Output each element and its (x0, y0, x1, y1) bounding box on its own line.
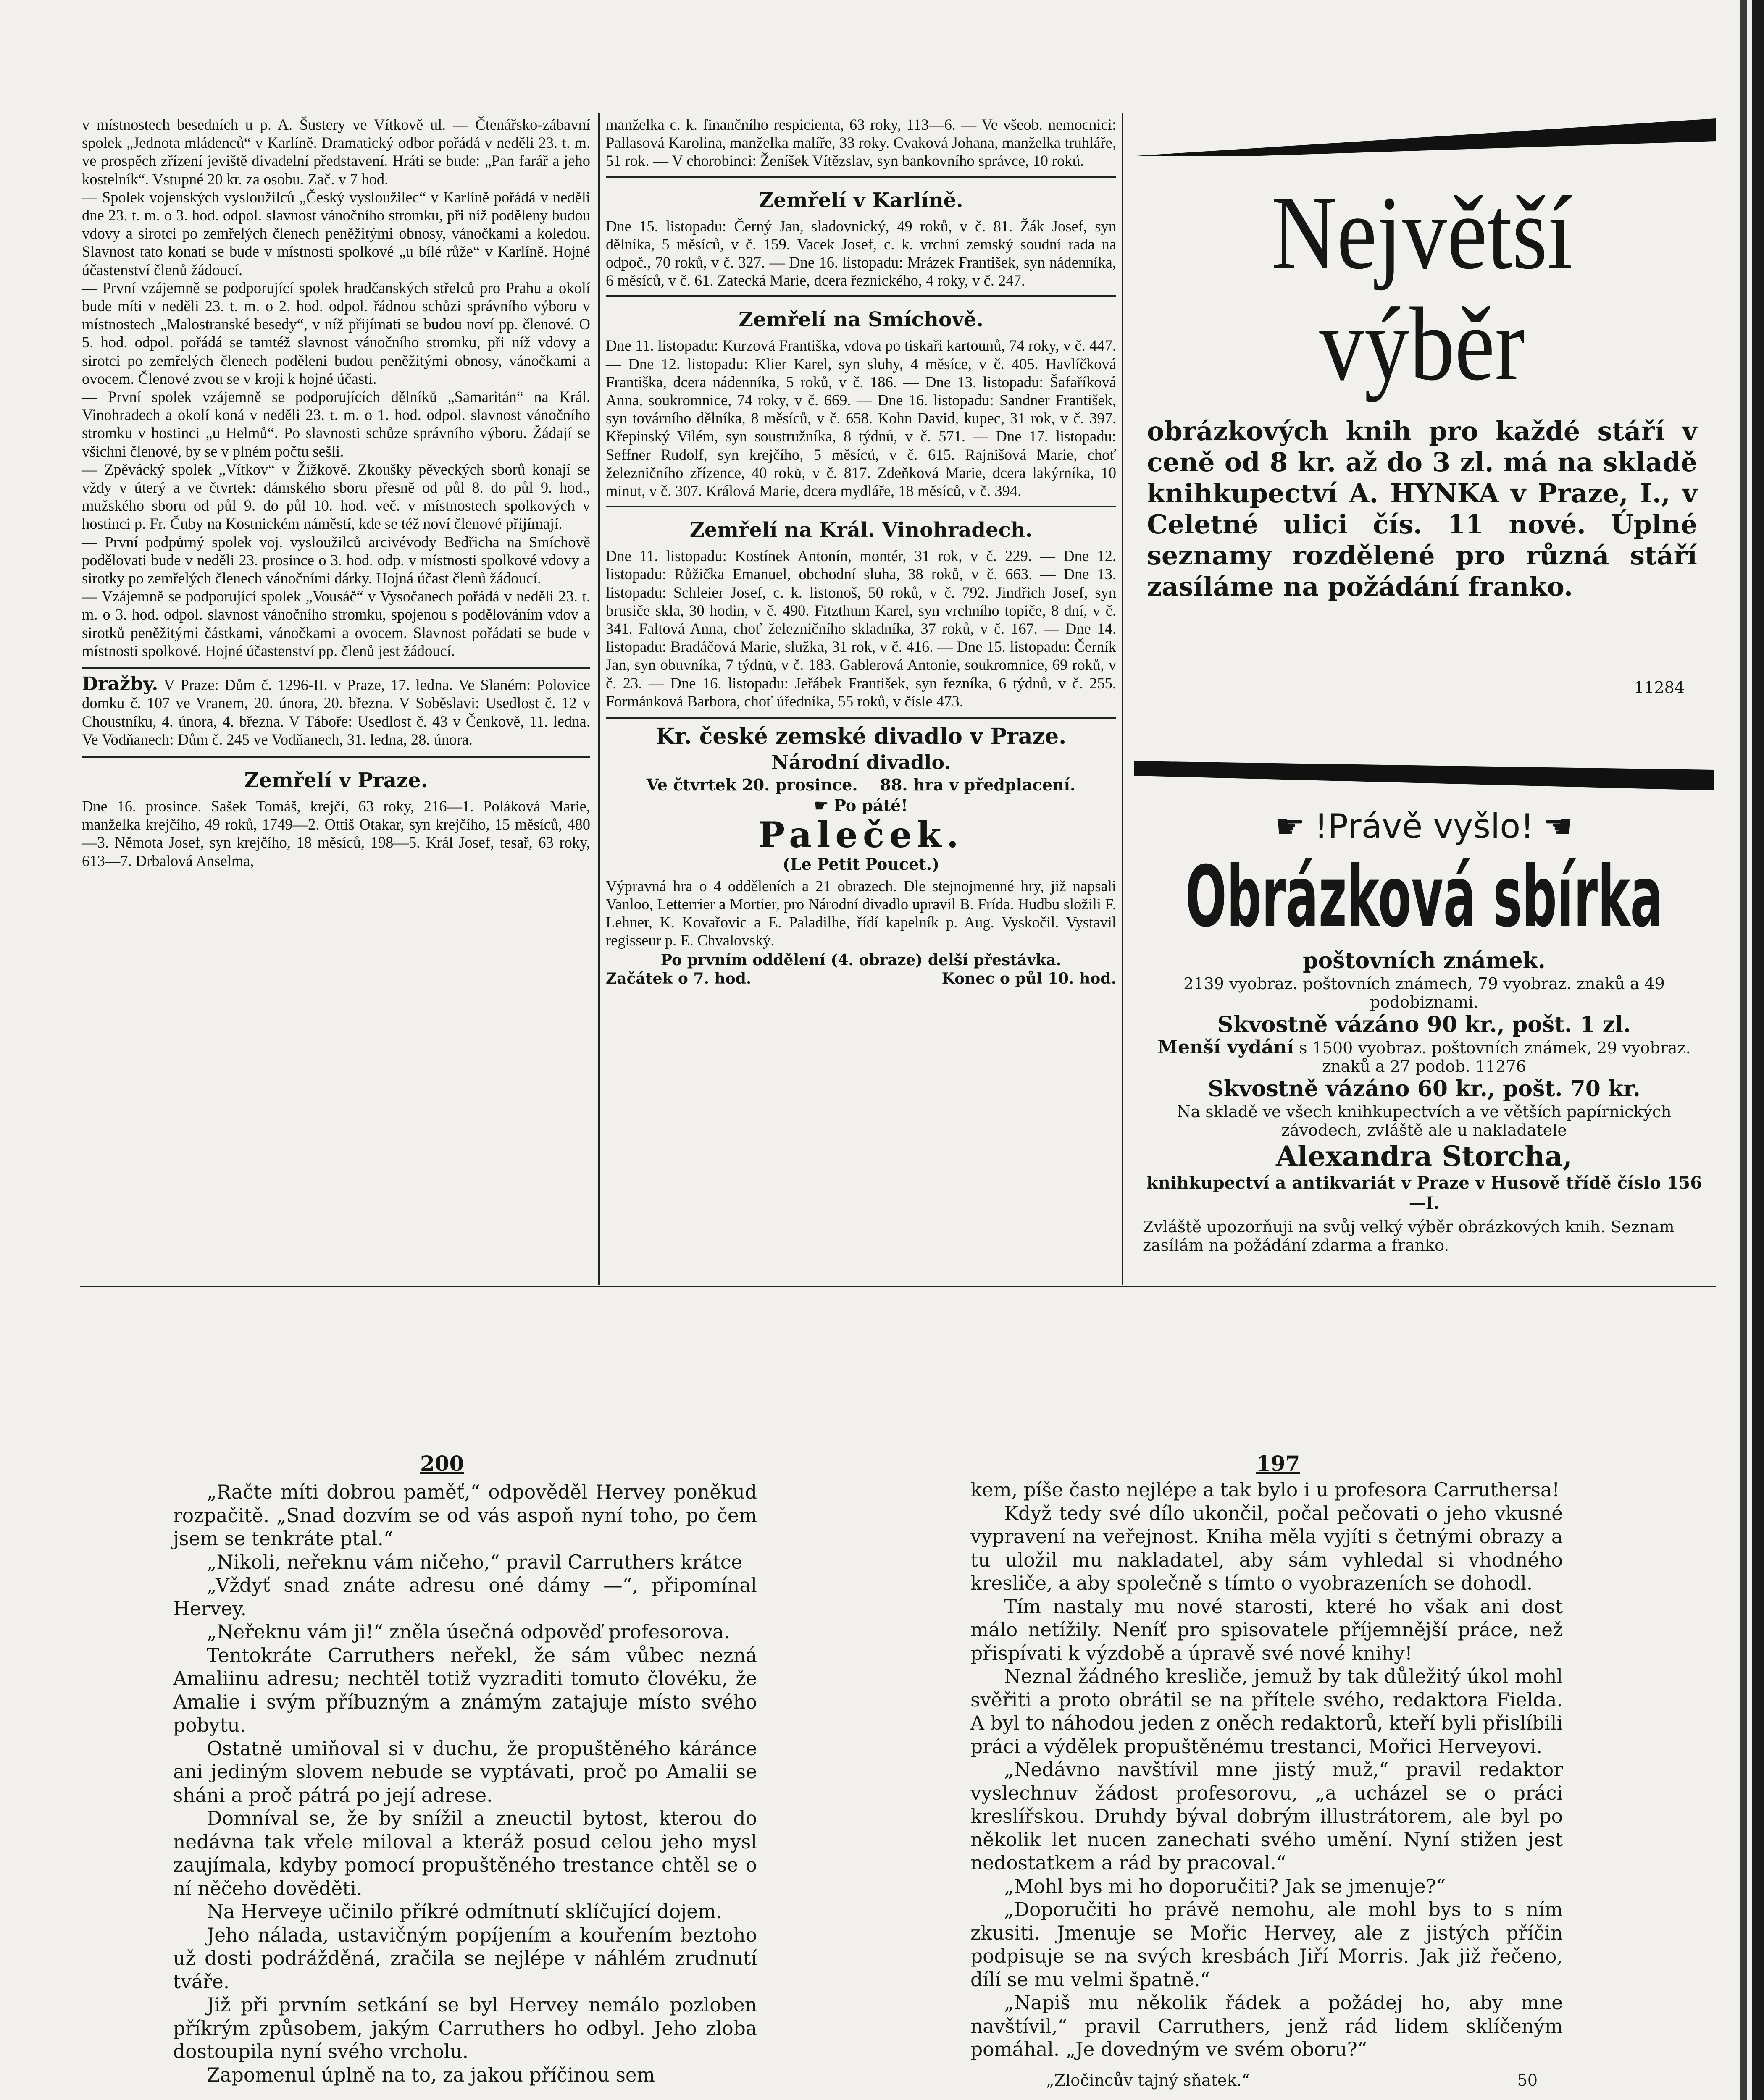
serial-paragraph: „Nedávno navštívil mne jistý muž,“ pravil redaktor vyslechnuv žádost profesorovu, „a ucházel se o práci kreslířskou. Druhdy býval dobrým illustrátorem, ale byl po několik let nucen zanechati svého umění. Nyní stižen jest nedostatkem a rád by pracoval.“ (970, 1759, 1563, 1874)
serial-paragraph: „Mohl bys mi ho doporučiti? Jak se jmenuje?“ (1004, 1875, 1446, 1898)
advert-stamp-album (1134, 806, 1714, 1294)
section-divider (606, 176, 1116, 178)
deaths-prague-text: Dne 16. prosince. Sašek Tomáš, krejčí, 63 roky, 216—1. Poláková Marie, manželka krejčího, 49 roků, 1749—2. Ottiš Otakar, syn krejčího, 15 měsíců, 480—3. Němota Josef, syn krejčího, 18 měsíců, 198—5. Král Josef, tesař, 63 roky, 613—7. Drbalová Anselma, (82, 797, 590, 869)
advert-line-3: Na skladě ve všech knihkupectvích a ve větších papírnických závodech, zvláště ale u nakladatele (1177, 1102, 1672, 1139)
pointing-hand-icon: ☛ (814, 796, 829, 815)
serial-paragraph: „Napiš mu několik řádek a požádej ho, aby mne navštívil,“ pravil Carruthers, jenž rád lidem sklíčeným pomáhal. „Je dovedným ve svém oboru?“ (970, 1992, 1563, 2061)
serial-footer-title: „Zločincův tajný sňatek.“ (1046, 2071, 1250, 2090)
deaths-karlin-text: Dne 15. listopadu: Černý Jan, sladovnický, 49 roků, v č. 81. Žák Josef, syn dělníka, 5 měsíců, v č. 159. Vacek Josef, c. k. vrchní zemský soudní rada na odpoč., 70 roků, v č. 327. — Dne 16. listopadu: Mrázek František, syn nádenníka, 6 měsíců, v č. 61. Zatecká Marie, dcera řeznického, 4 roky, v č. 247. (606, 217, 1116, 289)
notice-paragraph: — První vzájemně se podporující spolek hradčanských střelců pro Prahu a okolí bude míti v neděli 23. t. m. o 2. hod. odpol. řádnou schůzi správního výboru v místnostech „Malostranské besedy“, v níž přijímati se budou noví pp. členové. O 5. hod. odpol. pořádá se tamtéž slavnost vánočního stromku, při níž vdovy a sirotci po zemřelých členech poděleni budou peněžitými obnosy, vánočkami a ovocem. Členové zvou se v kroji k hojné účasti. (82, 279, 590, 387)
page-edge (1752, 0, 1764, 2100)
theatre-times (606, 969, 1116, 988)
theatre-play-original: (Le Petit Poucet.) (782, 855, 940, 874)
section-divider (82, 756, 590, 758)
advert-headline-1: Největší (1271, 175, 1573, 291)
section-divider (82, 667, 590, 669)
column-divider (1122, 113, 1123, 1285)
advert-publisher: Alexandra Storcha, (1276, 1140, 1572, 1173)
theatre-intermission: Po prvním oddělení (4. obraze) delší přestávka. (660, 951, 1062, 969)
advert-line-1: 2139 vyobraz. poštovních známech, 79 vyobraz. znaků a 49 podobiznami. (1183, 974, 1665, 1011)
right-page-number: 197 (1256, 1451, 1300, 1476)
theatre-date-line: Ve čtvrtek 20. prosince. 88. hra v předplacení. (646, 775, 1076, 795)
ad-border-bottom (1134, 761, 1714, 790)
top-section-bottom-rule (80, 1286, 1716, 1287)
theatre-start: Začátek o 7. hod. (606, 970, 752, 988)
serial-footer-number: 50 (1517, 2071, 1538, 2090)
column-2 (606, 116, 1116, 988)
advert-line-2-text: s 1500 vyobraz. poštovních známek, 29 vyobraz. znaků a 27 podob. (1299, 1039, 1691, 1076)
advert-price-1: Skvostně vázáno 90 kr., pošt. 1 zl. (1217, 1012, 1631, 1037)
auctions-paragraph (82, 675, 590, 748)
notice-paragraph: — První spolek vzájemně se podporujících dělníků „Samaritán“ na Král. Vinohradech a okolí koná v neděli 23. t. m. o 1. hod. odpol. slavnost vánočního stromku v hostinci „u Helmů“. Po slavnosti schůze správního výboru. Žádají se všichni členové, by se v plném počtu sešli. (82, 388, 590, 460)
serial-paragraph: „Doporučiti ho právě nemohu, ale mohl bys to s ním zkusiti. Jmenuje se Mořic Hervey, ale z jistých příčin podpisuje se na svých kresbách Jiří Morris. Jak již řečeno, dílí se mu velmi špatně.“ (970, 1898, 1563, 1991)
serial-paragraph: Neznal žádného kresliče, jemuž by tak důležitý úkol mohl svěřiti a proto obrátil se na přítele svého, redaktora Fielda. A byl to náhodou jeden z oněch redaktorů, kteří byli přislíbili práci a výdělek propuštěnému trestanci, Mořici Herveyovi. (970, 1665, 1563, 1758)
theatre-title: Kr. české zemské divadlo v Praze. (655, 724, 1067, 750)
serial-paragraph: Když tedy své dílo ukončil, počal pečovati o jeho vkusné vypravení na veřejnost. Kniha měla vyjíti s četnými obrazy a tu uložil mu nakladatel, aby sám vyhledal si vhodného kresliče, a aby společně s tímto o vyobrazeních se dohodl. (970, 1502, 1563, 1594)
advert-headline-2: výběr (1319, 286, 1525, 402)
serial-paragraph: „Vždyť snad znáte adresu oné dámy —“, připomínal Hervey. (173, 1574, 757, 1620)
deaths-vinohrady-text: Dne 11. listopadu: Kostínek Antonín, montér, 31 rok, v č. 229. — Dne 12. listopadu: Růžička Emanuel, obchodní sluha, 38 roků, v č. 663. — Dne 13. listopadu: Schleier Josef, c. k. listonoš, 50 roků, v č. 792. Jindřich Josef, syn brusiče skla, 30 hodin, v č. 490. Fitzthum Karel, syn vrchního topiče, 8 dní, v č. 341. Faltová Anna, choť železničního skladníka, 37 roků, v č. 167. — Dne 14. listopadu: Bradáčová Marie, služka, 31 rok, v č. 416. — Dne 15. listopadu: Černík Jan, syn obuvníka, 7 týdnů, v č. 183. Gablerová Antonie, soukromnice, 69 roků, v č. 23. — Dne 16. listopadu: Jeřábek František, syn řezníka, 6 týdnů, v č. 255. Formánková Barbora, choť úředníka, 55 roků, v čísle 473. (606, 547, 1116, 710)
serial-paragraph: Jeho nálada, ustavičným popíjením a kouřením beztoho už dosti podrážděná, zračila se nejlépe v náhlém zrudnutí tváře. (173, 1924, 757, 1993)
serial-right-column (970, 1478, 1563, 2092)
theatre-play-title: Paleček. (758, 814, 964, 856)
advert-number: 11284 (1634, 678, 1685, 697)
advert-body: obrázkových knih pro každé stáří v ceně od 8 kr. až do 3 zl. má na skladě knihkupectví A. HYNKA v Praze, I., v Celetné ulici čís. 11 nové. Úplné seznamy rozdělené pro různá stáří zasíláme na požádání franko. (1147, 416, 1697, 602)
pointing-hand-icon: ☛ (1543, 807, 1573, 846)
notice-paragraph: — Spolek vojenských vysloužilců „Český vysloužilec“ v Karlíně pořádá v neděli dne 23. t. m. o 3. hod. odpol. slavnost vánočního stromku, při níž poděleny budou vdovy a sirotci po zemřelých členech peněžitými obnosy, vánočkami a koledou. Slavnost tato konati se bude v místnosti spolkové „u bílé růže“ v Karlíně. Hojné účastenství členů žádoucí. (82, 188, 590, 278)
serial-paragraph: Ostatně umiňoval si v duchu, že propuštěného káránce ani jediným slovem nebude se vyptávati, proč po Amalii se sháni a proč pátrá po její adrese. (173, 1737, 757, 1806)
serial-paragraph: „Neřeknu vám ji!“ zněla úsečná odpověď profesorova. (207, 1621, 730, 1643)
serial-footer (970, 2069, 1563, 2092)
deaths-smichov-text: Dne 11. listopadu: Kurzová Františka, vdova po tiskaři kartounů, 74 roky, v č. 447. — Dne 12. listopadu: Klier Karel, syn sluhy, 4 měsíce, v č. 405. Havlíčková Františka, dcera nádenníka, 5 roků, v č. 186. — Dne 13. listopadu: Šafaříková Anna, soukromnice, 74 roky, v č. 669. — Dne 16. listopadu: Sandner František, syn továrního dělníka, 8 měsíců, v č. 658. Kohn David, kupec, 31 rok, v č. 397. Křepinský Vilém, syn soustružníka, 8 týdnů, v č. 571. — Dne 17. listopadu: Seffner Rudolf, syn krejčího, 5 měsíců, v č. 615. Rajnišová Marie, choť železničního zřízence, 40 roků, v č. 817. Zdeňková Marie, dcera lakýrníka, 10 minut, v č. 307. Králová Marie, dcera mydláře, 18 měsíců, v č. 394. (606, 337, 1116, 500)
section-divider (606, 295, 1116, 297)
serial-paragraph: kem, píše často nejlépe a tak bylo i u profesora Carruthersa! (970, 1479, 1560, 1501)
deaths-continued-text: manželka c. k. finančního respicienta, 63 roky, 113—6. — Ve všeob. nemocnici: Pallasová Karolina, manželka malíře, 33 roky. Cvaková Johana, manželka truhláře, 51 rok. — V chorobinci: Ženíšek Vítězslav, syn bankovního správce, 10 roků. (606, 116, 1116, 170)
left-page-number: 200 (420, 1451, 464, 1476)
notice-paragraph: — První podpůrný spolek voj. vysloužilců arcivévody Bedřicha na Smíchově podělovati bude v neděli 23. prosince o 3. hod. odp. v místnosti spolkové vdovy a sirotky po zemřelých členech vánočními dárky. Hojná účast členů žádoucí. (82, 533, 590, 587)
column-1 (82, 116, 590, 870)
advert-stamp-number: 11276 (1475, 1057, 1526, 1076)
advert-title: Obrázková sbírka (1185, 848, 1663, 946)
advert-announce-row (1134, 806, 1714, 847)
theatre-description: Výpravná hra o 4 odděleních a 21 obrazech. Dle stejnojmenné hry, již napsali Vanloo, Letterrier a Mortier, pro Národní divadlo upravil B. Frída. Hudbu složili F. Lehner, K. Kovařovic a E. Paladilhe, řídí kapelník p. Aug. Vyskočil. Vystavil regisseur p. E. Chvalovský. (606, 877, 1116, 949)
serial-paragraph: Tím nastaly mu nové starosti, které ho však ani dost málo netížily. Neníť pro spisovatele příjemnější práce, než přispívati k výzdobě a úpravě své nové knihy! (970, 1595, 1563, 1664)
deaths-smichov-heading: Zemřelí na Smíchově. (738, 308, 984, 332)
serial-paragraph: Zapomenul úplně na to, za jakou příčinou sem (207, 2063, 655, 2086)
deaths-prague-heading: Zemřelí v Praze. (244, 768, 428, 792)
theatre-notice (606, 723, 1116, 988)
column-divider (598, 113, 600, 1285)
serial-paragraph: Již při prvním setkání se byl Hervey nemálo pozloben příkrým způsobem, jakým Carruthers ho odbyl. Jeho zloba dostoupila nyní svého vrcholu. (173, 1994, 757, 2063)
serial-left-column (173, 1480, 757, 2087)
notice-paragraph: v místnostech besedních u p. A. Šustery ve Vítkově ul. — Čtenářsko-zábavní spolek „Jednota mládenců“ v Karlíně. Dramatický odbor pořádá v neděli 23. t. m. ve prospěch zřízení jeviště divadelní představení. Hráti se bude: „Pan farář a jeho kostelník“. Vstupné 20 kr. za osobu. Zač. v 7 hod. (82, 116, 590, 188)
serial-paragraph: „Nikoli, neřeknu vám ničeho,“ pravil Carruthers krátce (207, 1551, 743, 1573)
deaths-vinohrady-heading: Zemřelí na Král. Vinohradech. (689, 518, 1033, 542)
section-divider (606, 506, 1116, 507)
advert-line-2-bold: Menší vydání (1157, 1037, 1294, 1058)
advert-line-2 (1134, 1038, 1714, 1076)
ad-border-top (1130, 118, 1716, 156)
advert-price-2: Skvostně vázáno 60 kr., pošt. 70 kr. (1208, 1076, 1640, 1102)
serial-paragraph: „Račte míti dobrou paměť,“ odpověděl Hervey poněkud rozpačitě. „Snad dozvím se od vás aspoň nyní toho, po čem jsem se tenkráte ptal.“ (173, 1481, 757, 1550)
theatre-repeat (606, 795, 1116, 816)
notice-paragraph: — Vzájemně se podporující spolek „Vousáč“ v Vysočanech pořádá v neděli 23. t. m. o 3. hod. odpol. slavnost vánočního stromku, spojenou s podělováním vdov a sirotků peněžitými částkami, vánočkami a ovocem. Slavnost pořádati se bude v místnosti spolkové. Hojné účastenství pp. členů jest žádoucí. (82, 588, 590, 659)
section-divider (606, 717, 1116, 719)
serial-paragraph: Na Herveye učinilo příkré odmítnutí sklíčující dojem. (207, 1900, 722, 1923)
advert-announce: !Právě vyšlo! (1314, 807, 1534, 846)
advert-address: knihkupectví a antikvariát v Praze v Husově třídě číslo 156—I. (1146, 1173, 1702, 1213)
notice-paragraph: — Zpěvácký spolek „Vítkov“ v Žižkově. Zkoušky pěveckých sborů konají se vždy v úterý a ve čtvrtek: dámského sboru přesně od půl 8. do půl 9. hod., mužského sboru od půl 9. do půl 10. hod. več. v místnostech spolkových v hostinci p. Fr. Čuby na Kostnickém náměstí, kde se též noví členové přijímají. (82, 460, 590, 533)
advert-footer: Zvláště upozorňuji na svůj velký výběr obrázkových knih. Seznam zasílám na požádání zdarma a franko. (1143, 1218, 1675, 1255)
serial-paragraph: Domníval se, že by snížil a zneuctil bytost, kterou do nedávna tak vřele miloval a kteráž posud celou jeho mysl zaujímala, kdyby pomocí propuštěného trestance chtěl se o ní něčeho dověděti. (173, 1807, 757, 1900)
theatre-repeat-label: Po páté! (834, 796, 908, 815)
theatre-end: Konec o půl 10. hod. (941, 970, 1116, 988)
pointing-hand-icon: ☛ (1275, 807, 1305, 846)
auctions-heading: Dražby. (82, 673, 158, 695)
advert-subtitle: poštovních známek. (1303, 948, 1546, 974)
advert-picture-books (1134, 176, 1710, 722)
auctions-text: V Praze: Dům č. 1296-II. v Praze, 17. ledna. Ve Slaném: Polovice domku č. 107 ve Vranem, 20. února, 20. března. V Soběslavi: Usedlost č. 12 v Choustníku, 4. února, 4. března. V Táboře: Usedlost č. 43 v Čenkově, 11. ledna. Ve Vodňanech: Dům č. 245 ve Vodňanech, 31. ledna, 28. února. (82, 676, 590, 748)
serial-paragraph: Tentokráte Carruthers neřekl, že sám vůbec nezná Amaliinu adresu; nechtěl totiž vyzraditi tomuto človéku, že Amalie i svým příbuzným a známým zatajuje místo svého pobytu. (173, 1644, 757, 1736)
page-edge-shadow (1740, 0, 1747, 2100)
deaths-karlin-heading: Zemřelí v Karlíně. (759, 188, 963, 212)
theatre-subtitle: Národní divadlo. (771, 751, 951, 774)
